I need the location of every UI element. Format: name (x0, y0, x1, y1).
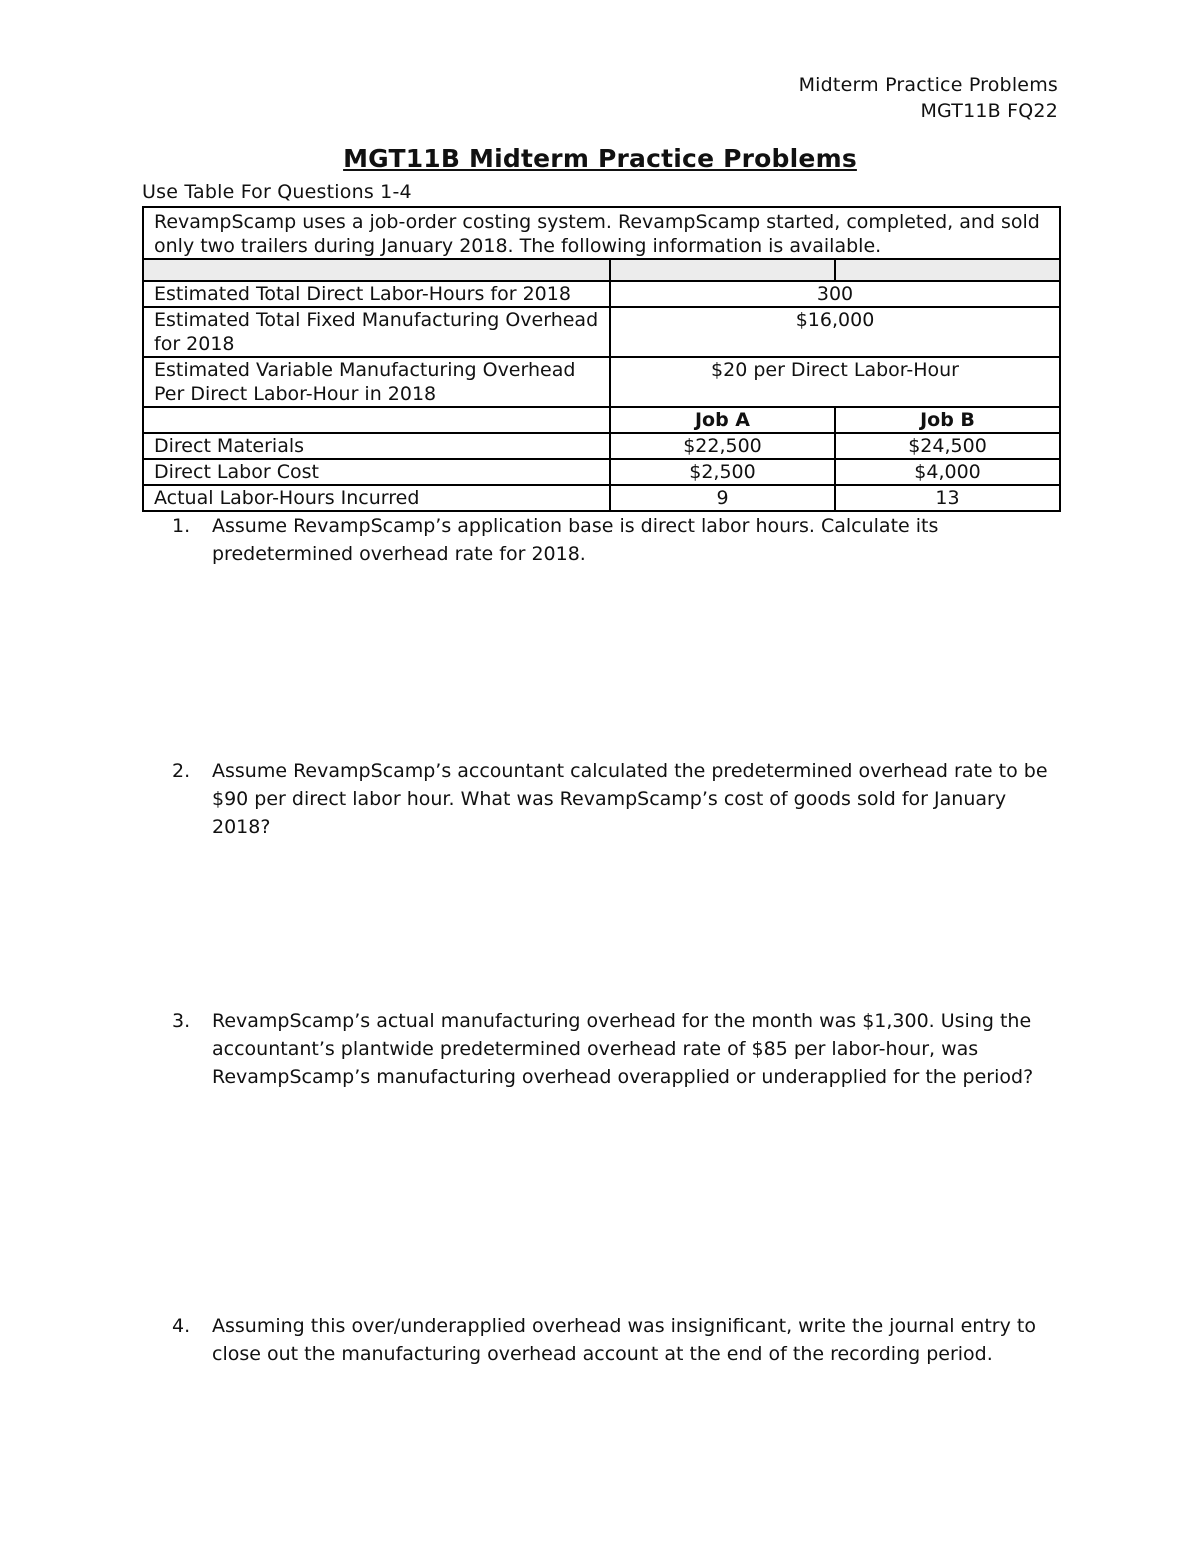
estimate-label: Estimated Total Fixed Manufacturing Overhead for 2018 (143, 307, 610, 357)
estimate-value: 300 (610, 281, 1060, 307)
costing-table (142, 206, 1061, 512)
question-number: 1. (172, 515, 191, 537)
job-a-value: 9 (610, 485, 835, 511)
spacer-cell (835, 259, 1060, 281)
estimate-label: Estimated Total Direct Labor-Hours for 2018 (143, 281, 610, 307)
estimate-value: $20 per Direct Labor-Hour (610, 357, 1060, 407)
question-text: Assume RevampScamp’s accountant calculated the predetermined overhead rate to be $90 per direct labor hour. What was RevampScamp’s cost of goods sold for January 2018? (212, 760, 1048, 838)
estimate-label: Estimated Variable Manufacturing Overhead Per Direct Labor-Hour in 2018 (143, 357, 610, 407)
header-line-1: Midterm Practice Problems (798, 74, 1058, 96)
page-header (799, 72, 1058, 124)
question-1 (172, 512, 1052, 568)
question-3 (172, 1007, 1052, 1091)
table-spacer-row (143, 259, 1060, 281)
question-number: 4. (172, 1315, 191, 1337)
job-b-header: Job B (835, 407, 1060, 433)
question-number: 3. (172, 1010, 191, 1032)
table-row (143, 357, 1060, 407)
table-row (143, 281, 1060, 307)
question-2 (172, 757, 1052, 841)
table-row (143, 485, 1060, 511)
table-caption: Use Table For Questions 1-4 (142, 181, 412, 203)
table-row (143, 307, 1060, 357)
job-b-value: $24,500 (835, 433, 1060, 459)
question-number: 2. (172, 760, 191, 782)
job-a-value: $2,500 (610, 459, 835, 485)
table-intro-row (143, 207, 1060, 259)
cost-label: Actual Labor-Hours Incurred (143, 485, 610, 511)
spacer-cell (610, 259, 835, 281)
table-row (143, 459, 1060, 485)
table-row (143, 433, 1060, 459)
question-text: Assuming this over/underapplied overhead was insignificant, write the journal entry to close out the manufacturing overhead account at the end of the recording period. (212, 1315, 1036, 1365)
header-line-2: MGT11B FQ22 (920, 100, 1058, 122)
question-text: Assume RevampScamp’s application base is direct labor hours. Calculate its predetermined overhead rate for 2018. (212, 515, 939, 565)
job-b-value: 13 (835, 485, 1060, 511)
table-intro: RevampScamp uses a job-order costing system. RevampScamp started, completed, and sold only two trailers during January 2018. The following information is available. (143, 207, 1060, 259)
question-text: RevampScamp’s actual manufacturing overhead for the month was $1,300. Using the accountant’s plantwide predetermined overhead rate of $85 per labor-hour, was RevampScamp’s manufacturing overhead overapplied or underapplied for the period? (212, 1010, 1034, 1088)
job-a-header: Job A (610, 407, 835, 433)
document-title: MGT11B Midterm Practice Problems (343, 144, 857, 173)
spacer-cell (143, 259, 610, 281)
question-4 (172, 1312, 1052, 1368)
cost-label: Direct Labor Cost (143, 459, 610, 485)
job-header-row (143, 407, 1060, 433)
job-b-value: $4,000 (835, 459, 1060, 485)
estimate-value: $16,000 (610, 307, 1060, 357)
cost-label: Direct Materials (143, 433, 610, 459)
empty-header-cell (143, 407, 610, 433)
job-a-value: $22,500 (610, 433, 835, 459)
